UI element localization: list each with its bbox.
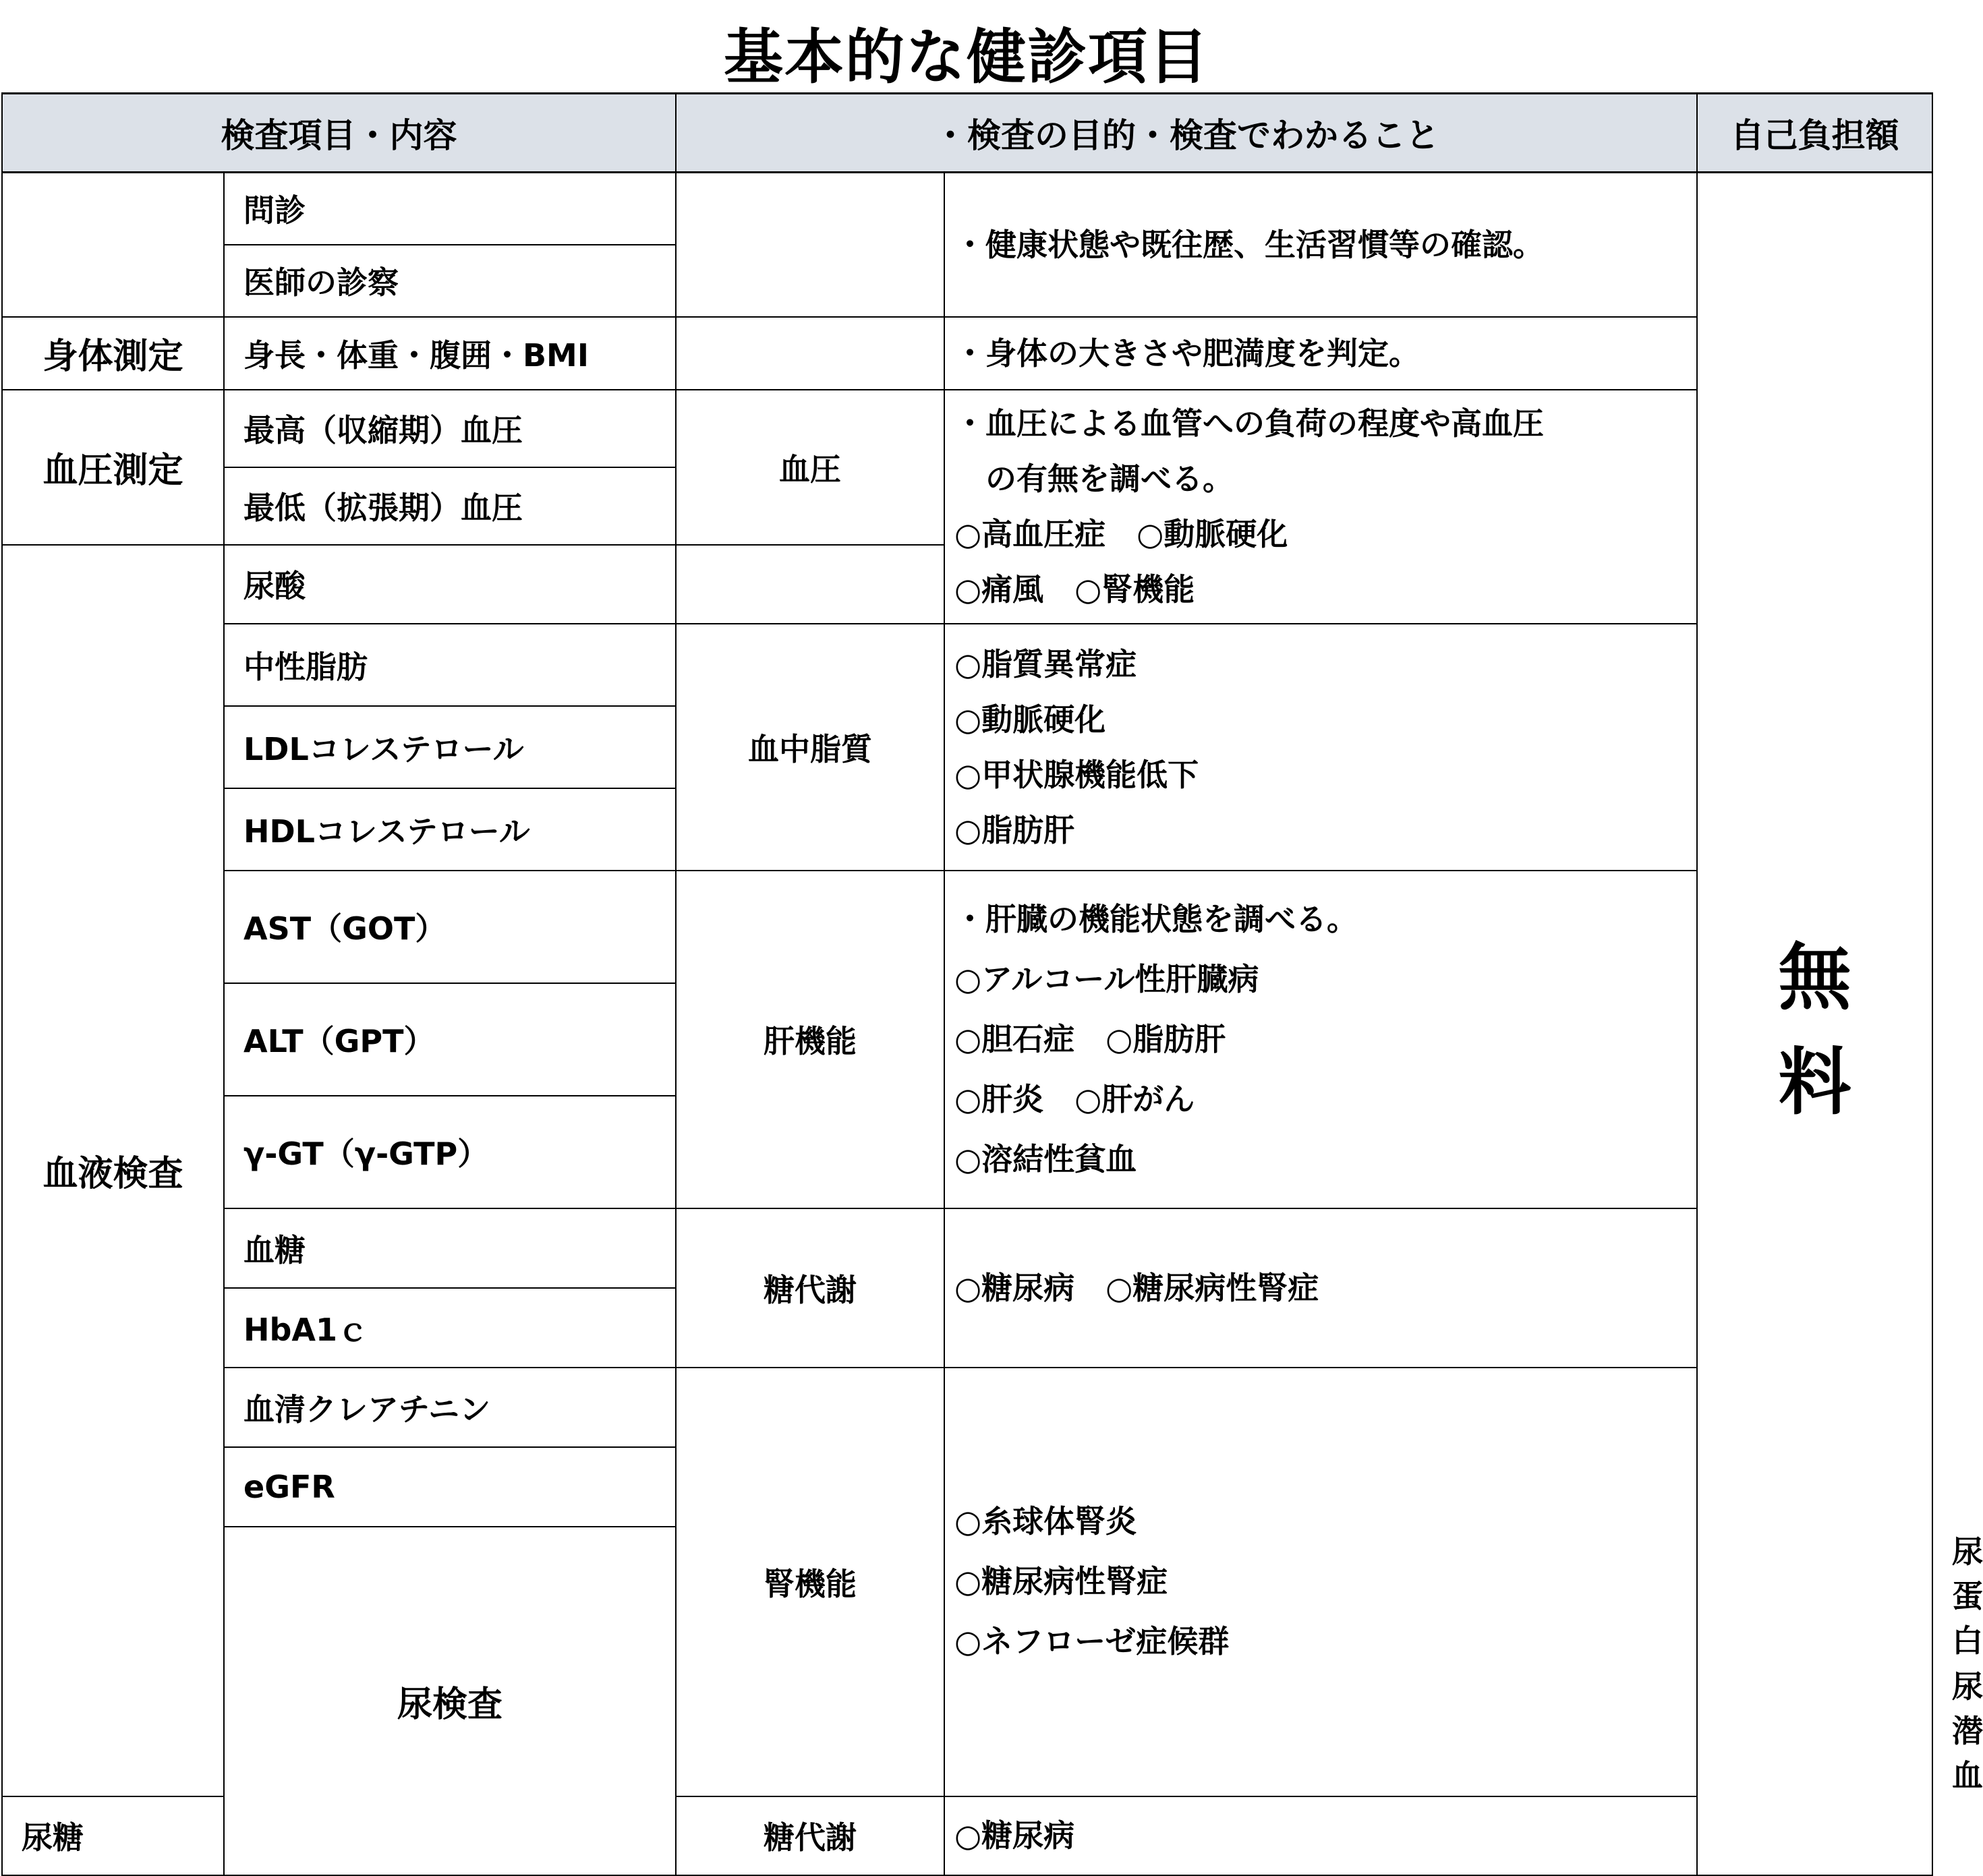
category-cell: 身体測定 — [2, 317, 224, 390]
item-cell: 尿糖 — [2, 1796, 224, 1875]
header-row — [2, 94, 1932, 173]
header-purpose: ・検査の目的・検査でわかること — [676, 94, 1697, 173]
group-cell: 血圧 — [676, 390, 944, 545]
description-line: ○糖尿病 — [954, 1817, 1075, 1854]
category-cell: 尿検査 — [224, 1527, 676, 1875]
category-cell — [2, 173, 224, 317]
description-line: ○ネフローゼ症候群 — [954, 1623, 1230, 1660]
item-cell: 最低（拡張期）血圧 — [224, 467, 676, 545]
description-line: ・肝臓の機能状態を調べる。 — [954, 900, 1358, 937]
group-cell: 血中脂質 — [676, 624, 944, 871]
description-cell — [944, 1208, 1697, 1368]
description-cell — [944, 871, 1697, 1208]
table-row — [2, 1208, 1932, 1288]
group-cell: 糖代謝 — [676, 1208, 944, 1368]
group-cell — [676, 317, 944, 390]
item-cell: ALT（GPT） — [224, 983, 676, 1096]
description-line: ・身体の大きさや肥満度を判定。 — [954, 334, 1420, 372]
item-cell: 最高（収縮期）血圧 — [224, 390, 676, 467]
category-cell: 血圧測定 — [2, 390, 224, 545]
table-row — [2, 871, 1932, 983]
description-line: ○溶結性貧血 — [954, 1140, 1137, 1177]
description-cell — [944, 173, 1697, 317]
description-line: ○糖尿病 ○糖尿病性腎症 — [954, 1269, 1319, 1306]
checkup-table — [1, 92, 1983, 1876]
description-line: ○甲状腺機能低下 — [954, 756, 1199, 793]
header-item: 検査項目・内容 — [2, 94, 676, 173]
item-cell: 問診 — [224, 173, 676, 245]
item-cell: HbA1ｃ — [224, 1288, 676, 1368]
description-line: ・健康状態や既往歴、生活習慣等の確認。 — [954, 226, 1544, 263]
item-cell: γ-GT（γ-GTP） — [224, 1096, 676, 1208]
description-line: ○糖尿病性腎症 — [954, 1563, 1168, 1600]
description-line: ○糸球体腎炎 — [954, 1503, 1137, 1540]
description-cell — [944, 317, 1697, 390]
item-cell: eGFR — [224, 1447, 676, 1527]
group-cell: 腎機能 — [676, 1368, 944, 1796]
item-cell: 血糖 — [224, 1208, 676, 1288]
table-row — [2, 1368, 1932, 1447]
item-cell: 身長・体重・腹囲・BMI — [224, 317, 676, 390]
group-cell: 糖代謝 — [676, 1796, 944, 1875]
header-fee: 自己負担額 — [1697, 94, 1932, 173]
item-cell: 医師の診察 — [224, 245, 676, 317]
item-cell: 血清クレアチニン — [224, 1368, 676, 1447]
description-line: ○肝炎 ○肝がん — [954, 1080, 1195, 1117]
table-row: 尿潜血 — [1952, 1668, 1983, 1794]
description-line: ○脂質異常症 — [954, 645, 1137, 682]
table-row — [2, 317, 1932, 390]
description-line: ○動脈硬化 — [954, 701, 1106, 738]
group-cell: 肝機能 — [676, 871, 944, 1208]
description-line: ○胆石症 ○脂肪肝 — [954, 1020, 1226, 1057]
group-cell — [676, 173, 944, 317]
description-line: ○痛風 ○腎機能 — [954, 571, 1195, 608]
description-cell — [944, 1368, 1697, 1796]
table-row — [2, 390, 1932, 467]
description-line: の有無を調べる。 — [954, 461, 1234, 497]
description-line: ○脂肪肝 — [954, 811, 1075, 848]
item-cell: LDLコレステロール — [224, 706, 676, 788]
fee-cell: 無料 — [1697, 173, 1932, 1875]
table-row: 尿検査 尿蛋白 — [2, 1527, 1932, 1662]
description-line: ○高血圧症 ○動脈硬化 — [954, 516, 1288, 552]
item-cell: AST（GOT） — [224, 871, 676, 983]
description-line: ○アルコール性肝臓病 — [954, 960, 1259, 997]
description-cell — [944, 624, 1697, 871]
description-line: ・血圧による血管への負荷の程度や高血圧 — [954, 405, 1544, 442]
description-cell — [944, 390, 1697, 624]
table-row — [2, 173, 1932, 245]
item-cell: 中性脂肪 — [224, 624, 676, 706]
table-row — [2, 624, 1932, 706]
description-cell — [944, 1796, 1697, 1875]
item-cell: 尿酸 — [224, 545, 676, 624]
item-cell: HDLコレステロール — [224, 788, 676, 871]
category-cell: 血液検査 — [2, 545, 224, 1796]
page-title: 基本的な健診項目 — [723, 22, 1209, 92]
group-cell — [676, 545, 944, 624]
